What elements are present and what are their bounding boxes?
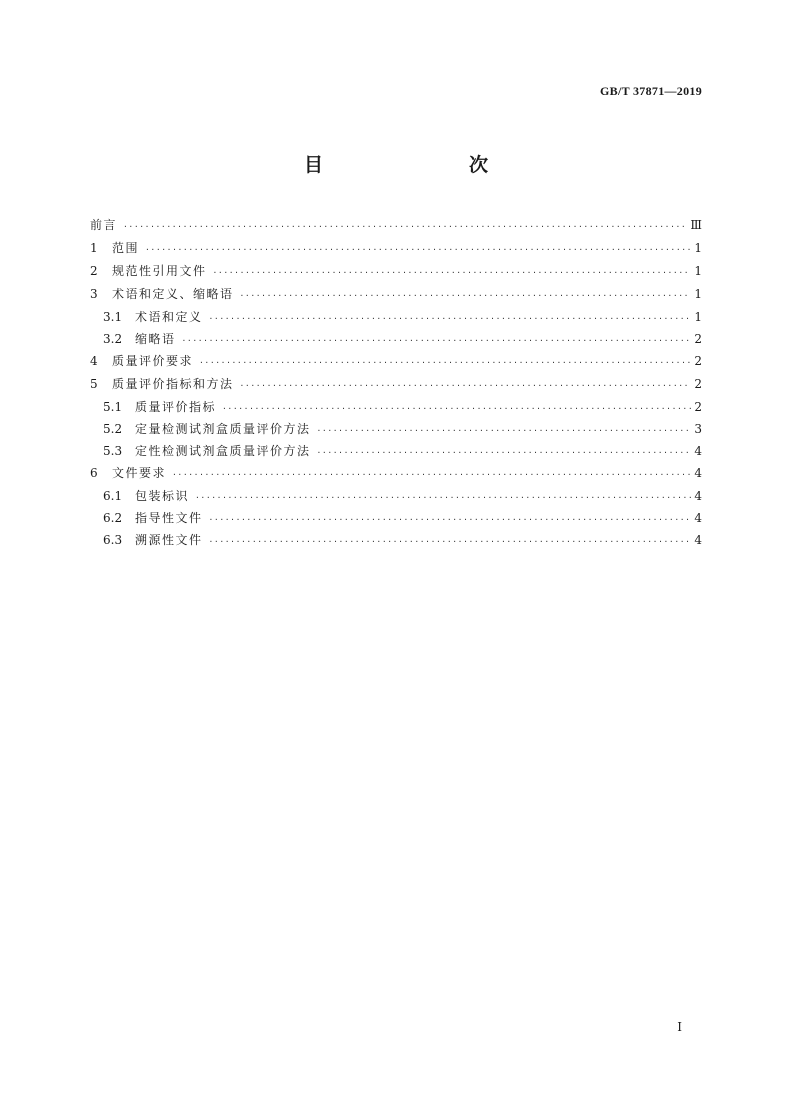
- toc-entry-number: 5: [90, 377, 98, 391]
- toc-entry-page: 2: [694, 332, 702, 346]
- toc-entry-page: 1: [694, 241, 702, 255]
- table-of-contents: [90, 214, 702, 551]
- toc-entry-3-2[interactable]: [90, 328, 702, 350]
- dot-leader: [145, 238, 691, 261]
- dot-leader: [209, 509, 691, 531]
- dot-leader: [240, 374, 691, 397]
- toc-entry-page: 2: [694, 377, 702, 391]
- toc-entry-number: 5.1: [103, 400, 123, 414]
- dot-leader: [222, 398, 691, 420]
- toc-entry-page: 3: [694, 422, 702, 436]
- toc-entry-page: 4: [694, 511, 702, 525]
- toc-entry-page: 1: [694, 310, 702, 324]
- toc-entry-page: 2: [694, 400, 702, 414]
- page-number: I: [677, 1020, 682, 1034]
- dot-leader: [123, 215, 687, 238]
- toc-entry-label: 质量评价指标和方法: [112, 377, 234, 391]
- toc-entry-page: 1: [694, 264, 702, 278]
- toc-entry-label: 定性检测试剂盒质量评价方法: [135, 444, 311, 458]
- toc-entry-label: 指导性文件: [135, 511, 203, 525]
- toc-title: 目 次: [303, 154, 524, 176]
- toc-entry-page: 4: [694, 444, 702, 458]
- toc-entry-number: 1: [90, 241, 98, 255]
- toc-entry-label: 定量检测试剂盒质量评价方法: [135, 422, 311, 436]
- toc-entry-label: 文件要求: [112, 466, 167, 480]
- toc-entry-6-2[interactable]: [90, 507, 702, 529]
- dot-leader: [195, 487, 691, 509]
- toc-entry-label: 规范性引用文件: [112, 264, 207, 278]
- toc-entry-5-3[interactable]: [90, 440, 702, 462]
- dot-leader: [213, 261, 691, 284]
- standard-code: GB/T 37871—2019: [600, 84, 702, 98]
- toc-entry-number: 6.1: [103, 489, 123, 503]
- dot-leader: [317, 442, 691, 464]
- toc-entry-number: 3.2: [103, 332, 123, 346]
- toc-entry-page: 4: [694, 466, 702, 480]
- toc-entry-number: 5.2: [103, 422, 123, 436]
- toc-entry-label: 术语和定义: [135, 310, 203, 324]
- dot-leader: [172, 463, 691, 486]
- dot-leader: [209, 531, 691, 553]
- dot-leader: [240, 284, 691, 307]
- toc-entry-page: 2: [694, 354, 702, 368]
- toc-entry-number: 3: [90, 287, 98, 301]
- toc-entry-label: 术语和定义、缩略语: [112, 287, 234, 301]
- toc-entry-page: 4: [694, 533, 702, 547]
- toc-entry-label: 溯源性文件: [135, 533, 203, 547]
- toc-entry-page: 4: [694, 489, 702, 503]
- toc-entry-label: 包装标识: [135, 489, 190, 503]
- toc-entry-3-1[interactable]: [90, 306, 702, 328]
- toc-entry-3[interactable]: [90, 283, 702, 306]
- dot-leader: [317, 420, 691, 442]
- toc-entry-label: 范围: [112, 241, 140, 255]
- toc-entry-number: 6.2: [103, 511, 123, 525]
- toc-entry-6-1[interactable]: [90, 485, 702, 507]
- toc-entry-number: 6.3: [103, 533, 123, 547]
- dot-leader: [182, 330, 691, 352]
- toc-entry-label: 质量评价指标: [135, 400, 217, 414]
- toc-entry-2[interactable]: [90, 260, 702, 283]
- toc-entry-page: 1: [694, 287, 702, 301]
- toc-entry-4[interactable]: [90, 350, 702, 373]
- toc-entry-6-3[interactable]: [90, 529, 702, 551]
- toc-entry-5[interactable]: [90, 373, 702, 396]
- toc-entry-page: Ⅲ: [690, 218, 702, 232]
- toc-entry-number: 6: [90, 466, 98, 480]
- toc-entry-preface[interactable]: [90, 214, 702, 237]
- toc-entry-number: 5.3: [103, 444, 123, 458]
- toc-entry-5-1[interactable]: [90, 396, 702, 418]
- toc-entry-1[interactable]: [90, 237, 702, 260]
- toc-entry-label: 质量评价要求: [112, 354, 194, 368]
- toc-entry-number: 3.1: [103, 310, 123, 324]
- toc-entry-number: 4: [90, 354, 98, 368]
- toc-entry-5-2[interactable]: [90, 418, 702, 440]
- toc-entry-label: 前言: [90, 218, 118, 232]
- toc-entry-label: 缩略语: [135, 332, 176, 346]
- dot-leader: [209, 308, 691, 330]
- toc-entry-number: 2: [90, 264, 98, 278]
- toc-entry-6[interactable]: [90, 462, 702, 485]
- dot-leader: [199, 351, 691, 374]
